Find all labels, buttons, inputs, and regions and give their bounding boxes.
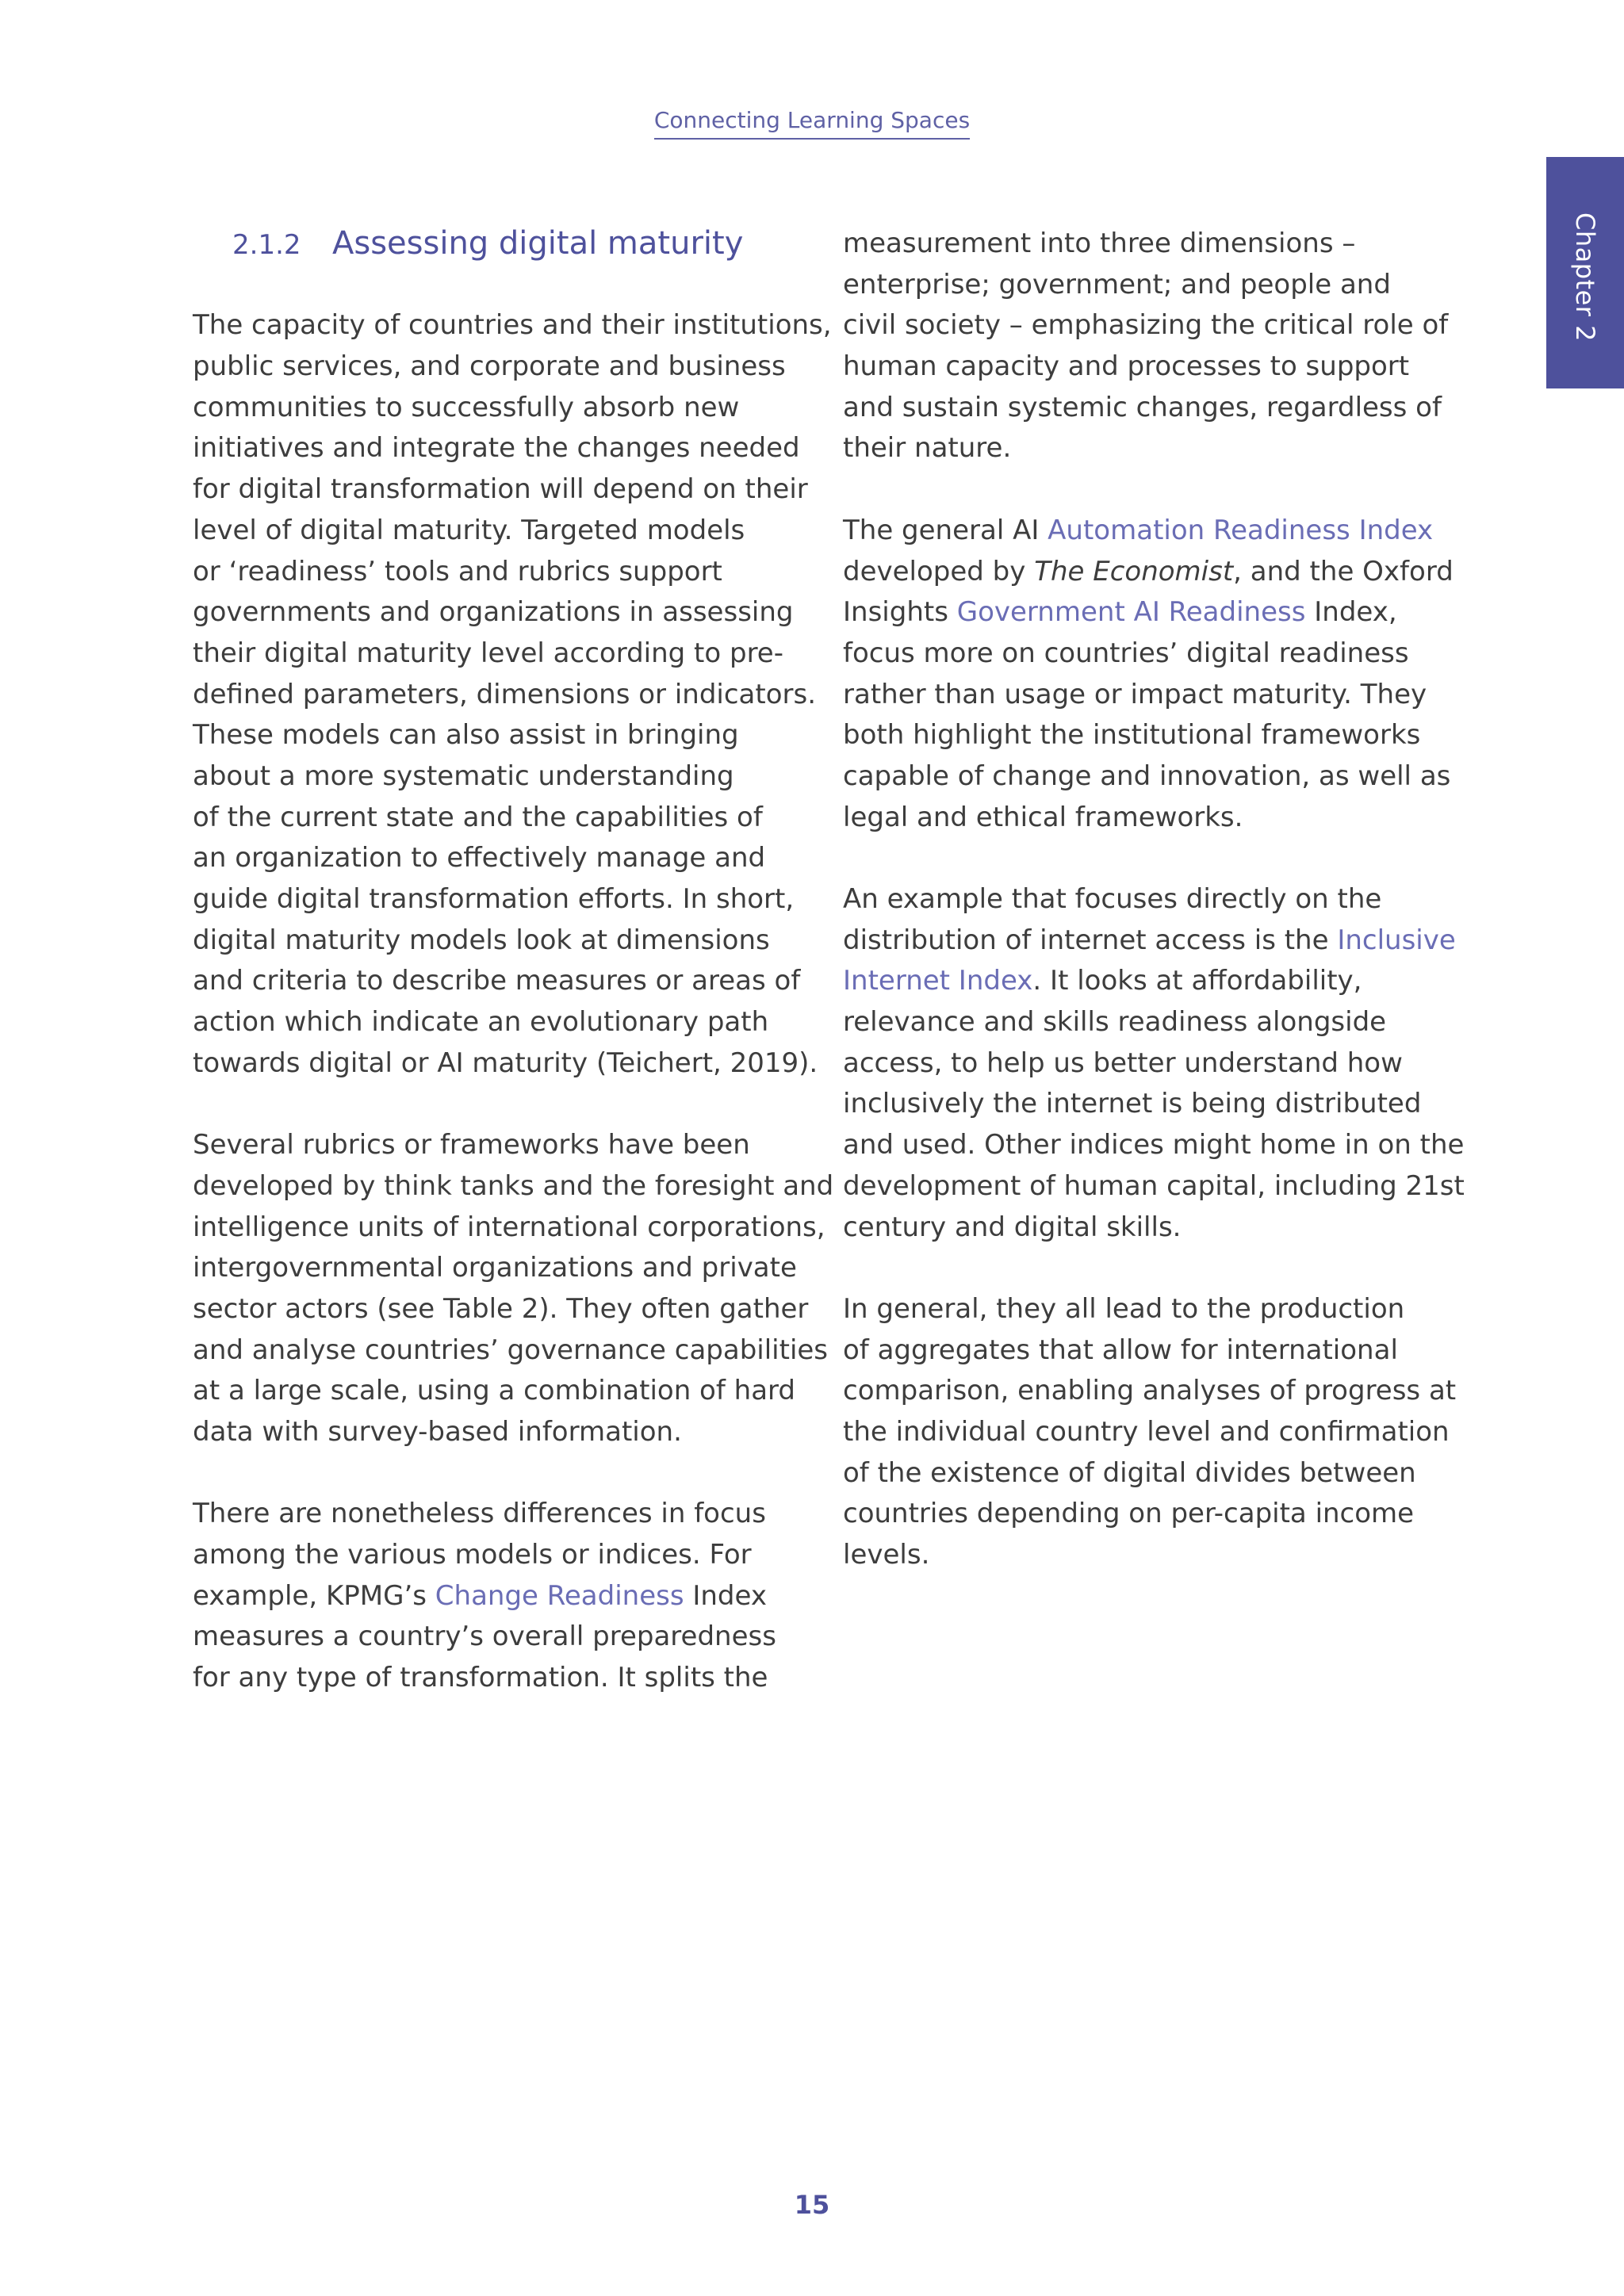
automation-readiness-index-link[interactable]: Automation Readiness Index xyxy=(1048,514,1434,546)
body-line: capable of change and innovation, as well as xyxy=(843,760,1451,792)
government-ai-readiness-link[interactable]: Government AI Readiness xyxy=(956,596,1306,629)
body-line: countries depending on per-capita income xyxy=(843,1498,1415,1530)
paragraph-gap xyxy=(193,1453,795,1494)
body-line: human capacity and processes to support xyxy=(843,350,1410,383)
body-line: measurement into three dimensions – xyxy=(843,228,1356,259)
left-column xyxy=(193,224,834,1699)
body-line: levels. xyxy=(843,1539,930,1571)
body-line: at a large scale, using a combination of hard xyxy=(193,1375,795,1407)
body-line: developed by think tanks and the foresight and xyxy=(193,1169,834,1202)
body-line: level of digital maturity. Targeted models xyxy=(193,514,745,546)
paragraph-inclusive-internet xyxy=(843,879,1465,1248)
body-line: the individual country level and confirmation xyxy=(843,1415,1450,1448)
paragraph-gap xyxy=(843,838,1446,879)
section-title: Assessing digital maturity xyxy=(332,225,744,262)
body-line: digital maturity models look at dimensions xyxy=(193,924,770,956)
body-line: century and digital skills. xyxy=(843,1211,1182,1243)
paragraph-gap xyxy=(193,1084,795,1125)
change-readiness-link[interactable]: Change Readiness xyxy=(435,1579,684,1612)
body-line: relevance and skills readiness alongside xyxy=(843,1006,1387,1039)
body-line: civil society – emphasizing the critical role of xyxy=(843,309,1449,342)
body-line: of aggregates that allow for international xyxy=(843,1334,1398,1366)
body-line: data with survey-based information. xyxy=(193,1415,682,1448)
body-line: distribution of internet access is the Inclusive xyxy=(843,924,1456,956)
body-line: initiatives and integrate the changes needed xyxy=(193,432,800,465)
body-line: comparison, enabling analyses of progress at xyxy=(843,1375,1457,1407)
body-line: and criteria to describe measures or areas of xyxy=(193,965,801,997)
body-line: among the various models or indices. For xyxy=(193,1539,752,1571)
body-line: governments and organizations in assessing xyxy=(193,596,794,629)
body-line: guide digital transformation efforts. In short, xyxy=(193,883,795,915)
inclusive-internet-index-link[interactable]: Internet Index xyxy=(843,965,1033,997)
body-line: focus more on countries’ digital readiness xyxy=(843,637,1409,669)
body-line: The capacity of countries and their institutions, xyxy=(193,309,832,342)
body-line: Several rubrics or frameworks have been xyxy=(193,1129,750,1161)
body-line: In general, they all lead to the production xyxy=(843,1292,1405,1325)
body-line: Internet Index. It looks at affordability, xyxy=(843,965,1362,997)
body-line: legal and ethical frameworks. xyxy=(843,801,1243,833)
body-line: their nature. xyxy=(843,432,1012,465)
body-line: inclusively the internet is being distributed xyxy=(843,1088,1422,1120)
body-line: both highlight the institutional frameworks xyxy=(843,719,1421,752)
body-line: The general AI Automation Readiness Index xyxy=(843,514,1434,546)
body-line: defined parameters, dimensions or indicators. xyxy=(193,678,817,710)
body-line: their digital maturity level according to pre- xyxy=(193,637,783,669)
body-line: access, to help us better understand how xyxy=(843,1047,1403,1079)
body-line: Insights Government AI Readiness Index, xyxy=(843,596,1397,629)
left-body-text xyxy=(193,305,834,1575)
paragraph-aggregates xyxy=(843,1289,1457,1576)
body-line: about a more systematic understanding xyxy=(193,760,734,792)
body-line: and sustain systemic changes, regardless of xyxy=(843,391,1442,423)
body-line: or ‘readiness’ tools and rubrics support xyxy=(193,555,722,587)
body-line: for digital transformation will depend on their xyxy=(193,473,808,506)
body-line: rather than usage or impact maturity. They xyxy=(843,678,1427,710)
body-line: for any type of transformation. It splits the xyxy=(193,1662,768,1694)
body-line: and used. Other indices might home in on the xyxy=(843,1129,1465,1161)
body-line: enterprise; government; and people and xyxy=(843,268,1391,300)
right-column xyxy=(843,224,1465,1576)
body-line: an organization to effectively manage and xyxy=(193,842,766,874)
paragraph-ai-indices xyxy=(843,511,1454,839)
body-line: intelligence units of international corporations, xyxy=(193,1211,825,1243)
chapter-tab[interactable] xyxy=(1546,157,1624,388)
body-line: towards digital or AI maturity (Teichert, 2019). xyxy=(193,1047,818,1079)
section-number: 2.1.2 xyxy=(232,229,301,261)
paragraph-gap xyxy=(843,469,1446,511)
body-line: developed by The Economist, and the Oxford xyxy=(843,555,1454,587)
page-number: 15 xyxy=(794,2190,830,2220)
paragraph-dimensions xyxy=(843,224,1449,469)
running-header xyxy=(0,105,1624,140)
the-economist-title: The Economist xyxy=(1034,555,1234,587)
body-line: There are nonetheless differences in focus xyxy=(193,1498,766,1530)
body-line: example, KPMG’s Change Readiness Index xyxy=(193,1579,767,1612)
body-line: These models can also assist in bringing xyxy=(193,719,739,752)
inclusive-internet-index-link[interactable]: Inclusive xyxy=(1337,924,1456,956)
body-line: action which indicate an evolutionary path xyxy=(193,1006,769,1039)
body-line: public services, and corporate and business xyxy=(193,350,786,383)
body-line: intergovernmental organizations and private xyxy=(193,1252,797,1284)
chapter-tab-label: Chapter 2 xyxy=(1570,212,1600,342)
body-line: An example that focuses directly on the xyxy=(843,883,1382,915)
section-heading xyxy=(193,224,795,265)
running-header-title: Connecting Learning Spaces xyxy=(654,105,970,140)
body-line: sector actors (see Table 2). They often gather xyxy=(193,1292,809,1325)
body-line: development of human capital, including 21st xyxy=(843,1169,1465,1202)
body-line: and analyse countries’ governance capabilities xyxy=(193,1334,829,1366)
body-line: of the existence of digital divides between xyxy=(843,1456,1416,1489)
body-line: communities to successfully absorb new xyxy=(193,391,740,423)
paragraph-gap xyxy=(843,1248,1446,1289)
body-line: measures a country’s overall preparedness xyxy=(193,1621,776,1653)
body-line: of the current state and the capabilities of xyxy=(193,801,763,833)
paragraph-gap xyxy=(193,265,795,306)
